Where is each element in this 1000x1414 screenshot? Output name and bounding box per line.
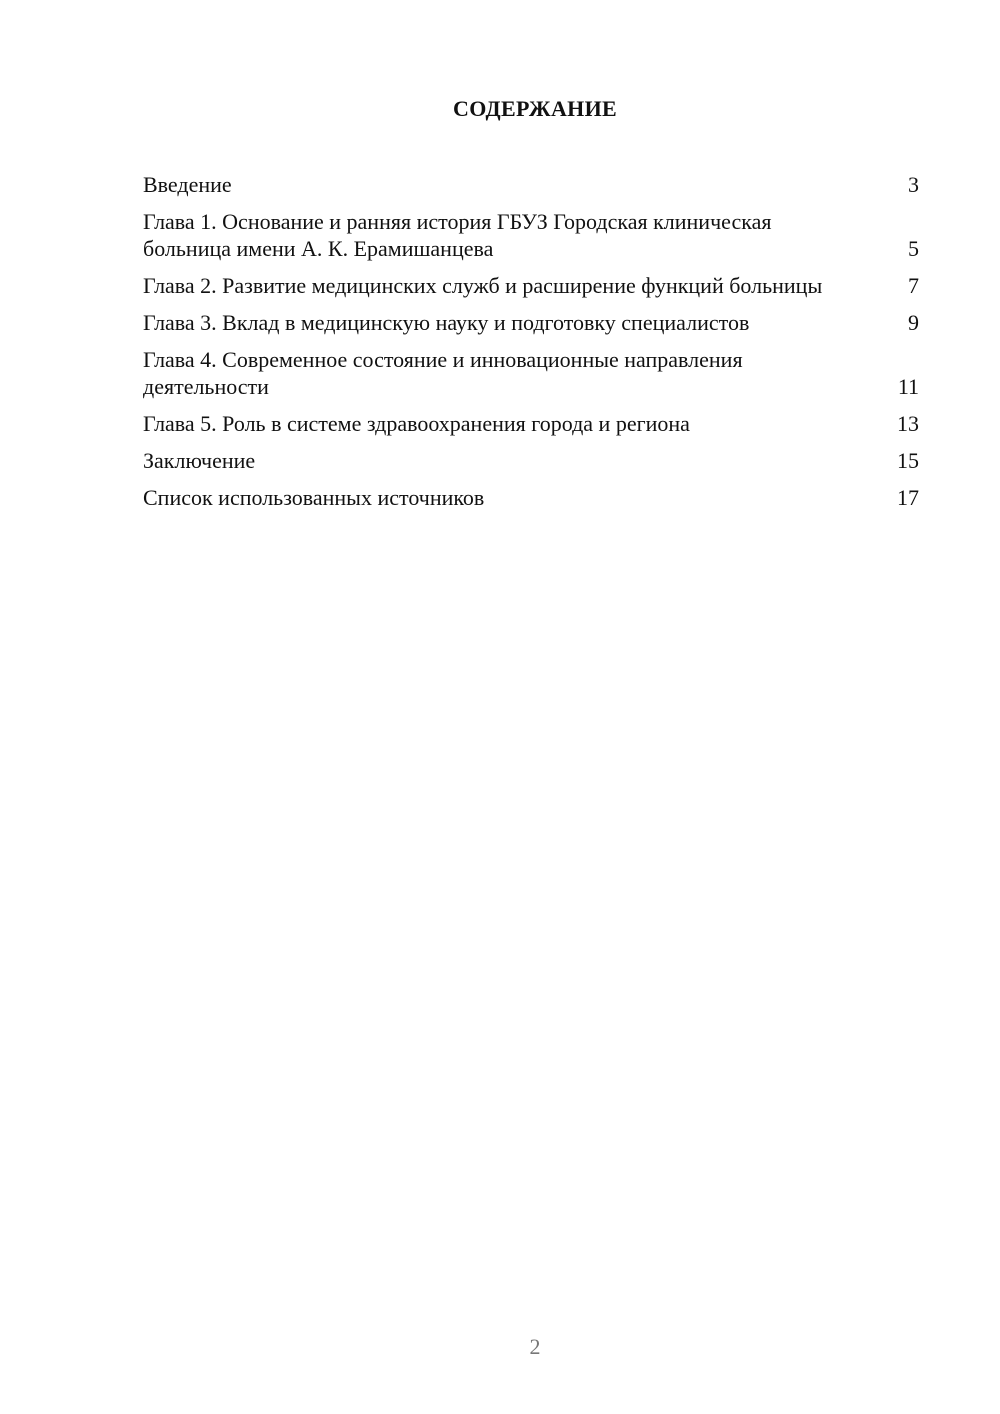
toc-entry-text: Глава 1. Основание и ранняя история ГБУЗ Городская клиническая больница имени А. К. Ерамишанцева bbox=[143, 209, 772, 261]
toc-entry-chapter-1 bbox=[143, 208, 919, 262]
toc-entry-page: 15 bbox=[897, 448, 919, 473]
toc-entry-page: 9 bbox=[908, 310, 919, 335]
table-of-contents bbox=[143, 171, 919, 521]
toc-title: СОДЕРЖАНИЕ bbox=[453, 96, 617, 121]
toc-entry-chapter-2 bbox=[143, 272, 919, 299]
toc-entry-text: Глава 4. Современное состояние и инновационные направления деятельности bbox=[143, 347, 743, 399]
page-number: 2 bbox=[529, 1334, 541, 1359]
toc-entry-text: Введение bbox=[143, 172, 232, 197]
toc-entry-page: 13 bbox=[897, 411, 919, 436]
toc-entry-page: 7 bbox=[908, 273, 919, 298]
toc-entry-page: 5 bbox=[908, 236, 919, 261]
toc-entry-introduction bbox=[143, 171, 919, 198]
toc-entry-page: 17 bbox=[897, 485, 919, 510]
toc-entry-text: Глава 5. Роль в системе здравоохранения города и региона bbox=[143, 411, 690, 436]
toc-entry-text: Список использованных источников bbox=[143, 485, 485, 510]
toc-entry-chapter-3 bbox=[143, 309, 919, 336]
toc-entry-text: Глава 2. Развитие медицинских служб и расширение функций больницы bbox=[143, 273, 823, 298]
toc-entry-page: 11 bbox=[897, 374, 919, 399]
toc-entry-references bbox=[143, 484, 919, 511]
toc-entry-page: 3 bbox=[908, 172, 919, 197]
toc-entry-text: Глава 3. Вклад в медицинскую науку и подготовку специалистов bbox=[143, 310, 750, 335]
toc-entry-chapter-4 bbox=[143, 346, 919, 400]
toc-entry-conclusion bbox=[143, 447, 919, 474]
toc-entry-text: Заключение bbox=[143, 448, 256, 473]
toc-entry-chapter-5 bbox=[143, 410, 919, 437]
